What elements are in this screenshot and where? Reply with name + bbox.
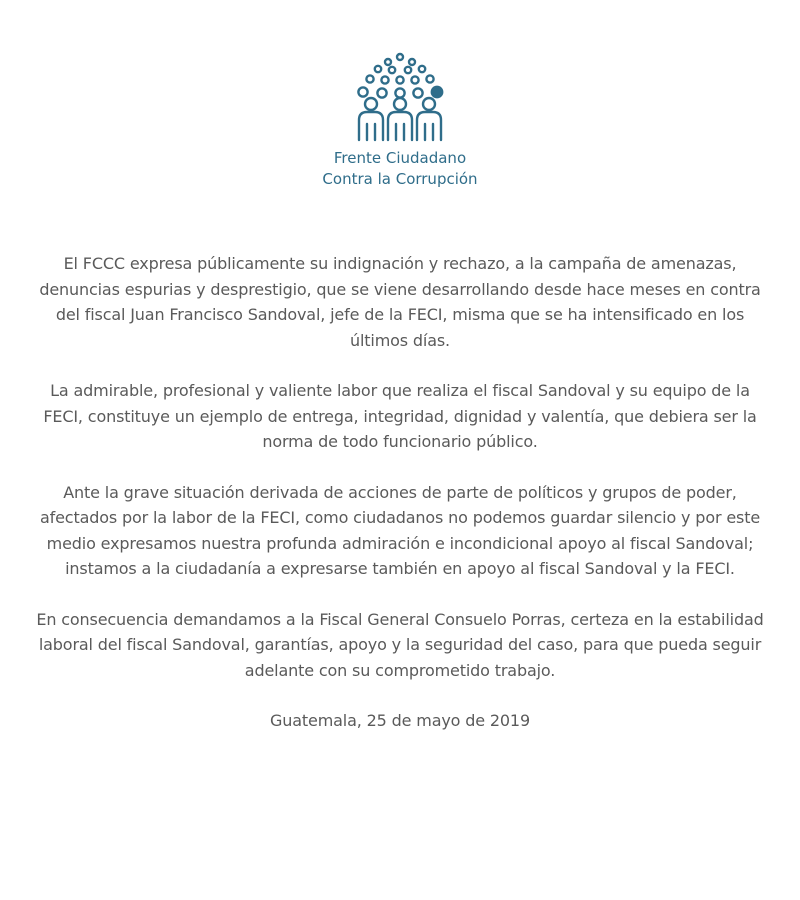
paragraph-2: La admirable, profesional y valiente labor que realiza el fiscal Sandoval y su equipo de la FECI, constituye un ejemplo de entrega, integridad, dignidad y valentía, que debiera ser la norma de todo funcionario público. xyxy=(43,381,757,451)
paragraph-3: Ante la grave situación derivada de acciones de parte de políticos y grupos de poder, afectados por la labor de la FECI, como ciudadanos no podemos guardar silencio y por este medio expresamos nuestra profunda admiración e incondicional apoyo al fiscal Sandoval; instamos a la ciudadanía a expresarse también en apoyo al fiscal Sandoval y la FECI. xyxy=(39,482,761,578)
org-name-line1: Frente Ciudadano xyxy=(333,149,467,167)
organization-logo xyxy=(0,52,800,190)
org-name-line2: Contra la Corrupción xyxy=(322,170,478,188)
paragraph-1: El FCCC expresa públicamente su indignación y rechazo, a la campaña de amenazas, denuncias espurias y desprestigio, que se viene desarrollando desde hace meses en contra del fiscal Juan Francisco Sandoval, jefe de la FECI, misma que se ha intensificado en los últimos días. xyxy=(39,254,761,350)
statement-body xyxy=(36,251,764,759)
paragraph-4: En consecuencia demandamos a la Fiscal General Consuelo Porras, certeza en la estabilidad laboral del fiscal Sandoval, garantías, apoyo y la seguridad del caso, para que pueda seguir adelante con su comprometido trabajo. xyxy=(36,609,764,680)
date-line: Guatemala, 25 de mayo de 2019 xyxy=(270,711,530,730)
people-group-icon xyxy=(345,52,455,144)
